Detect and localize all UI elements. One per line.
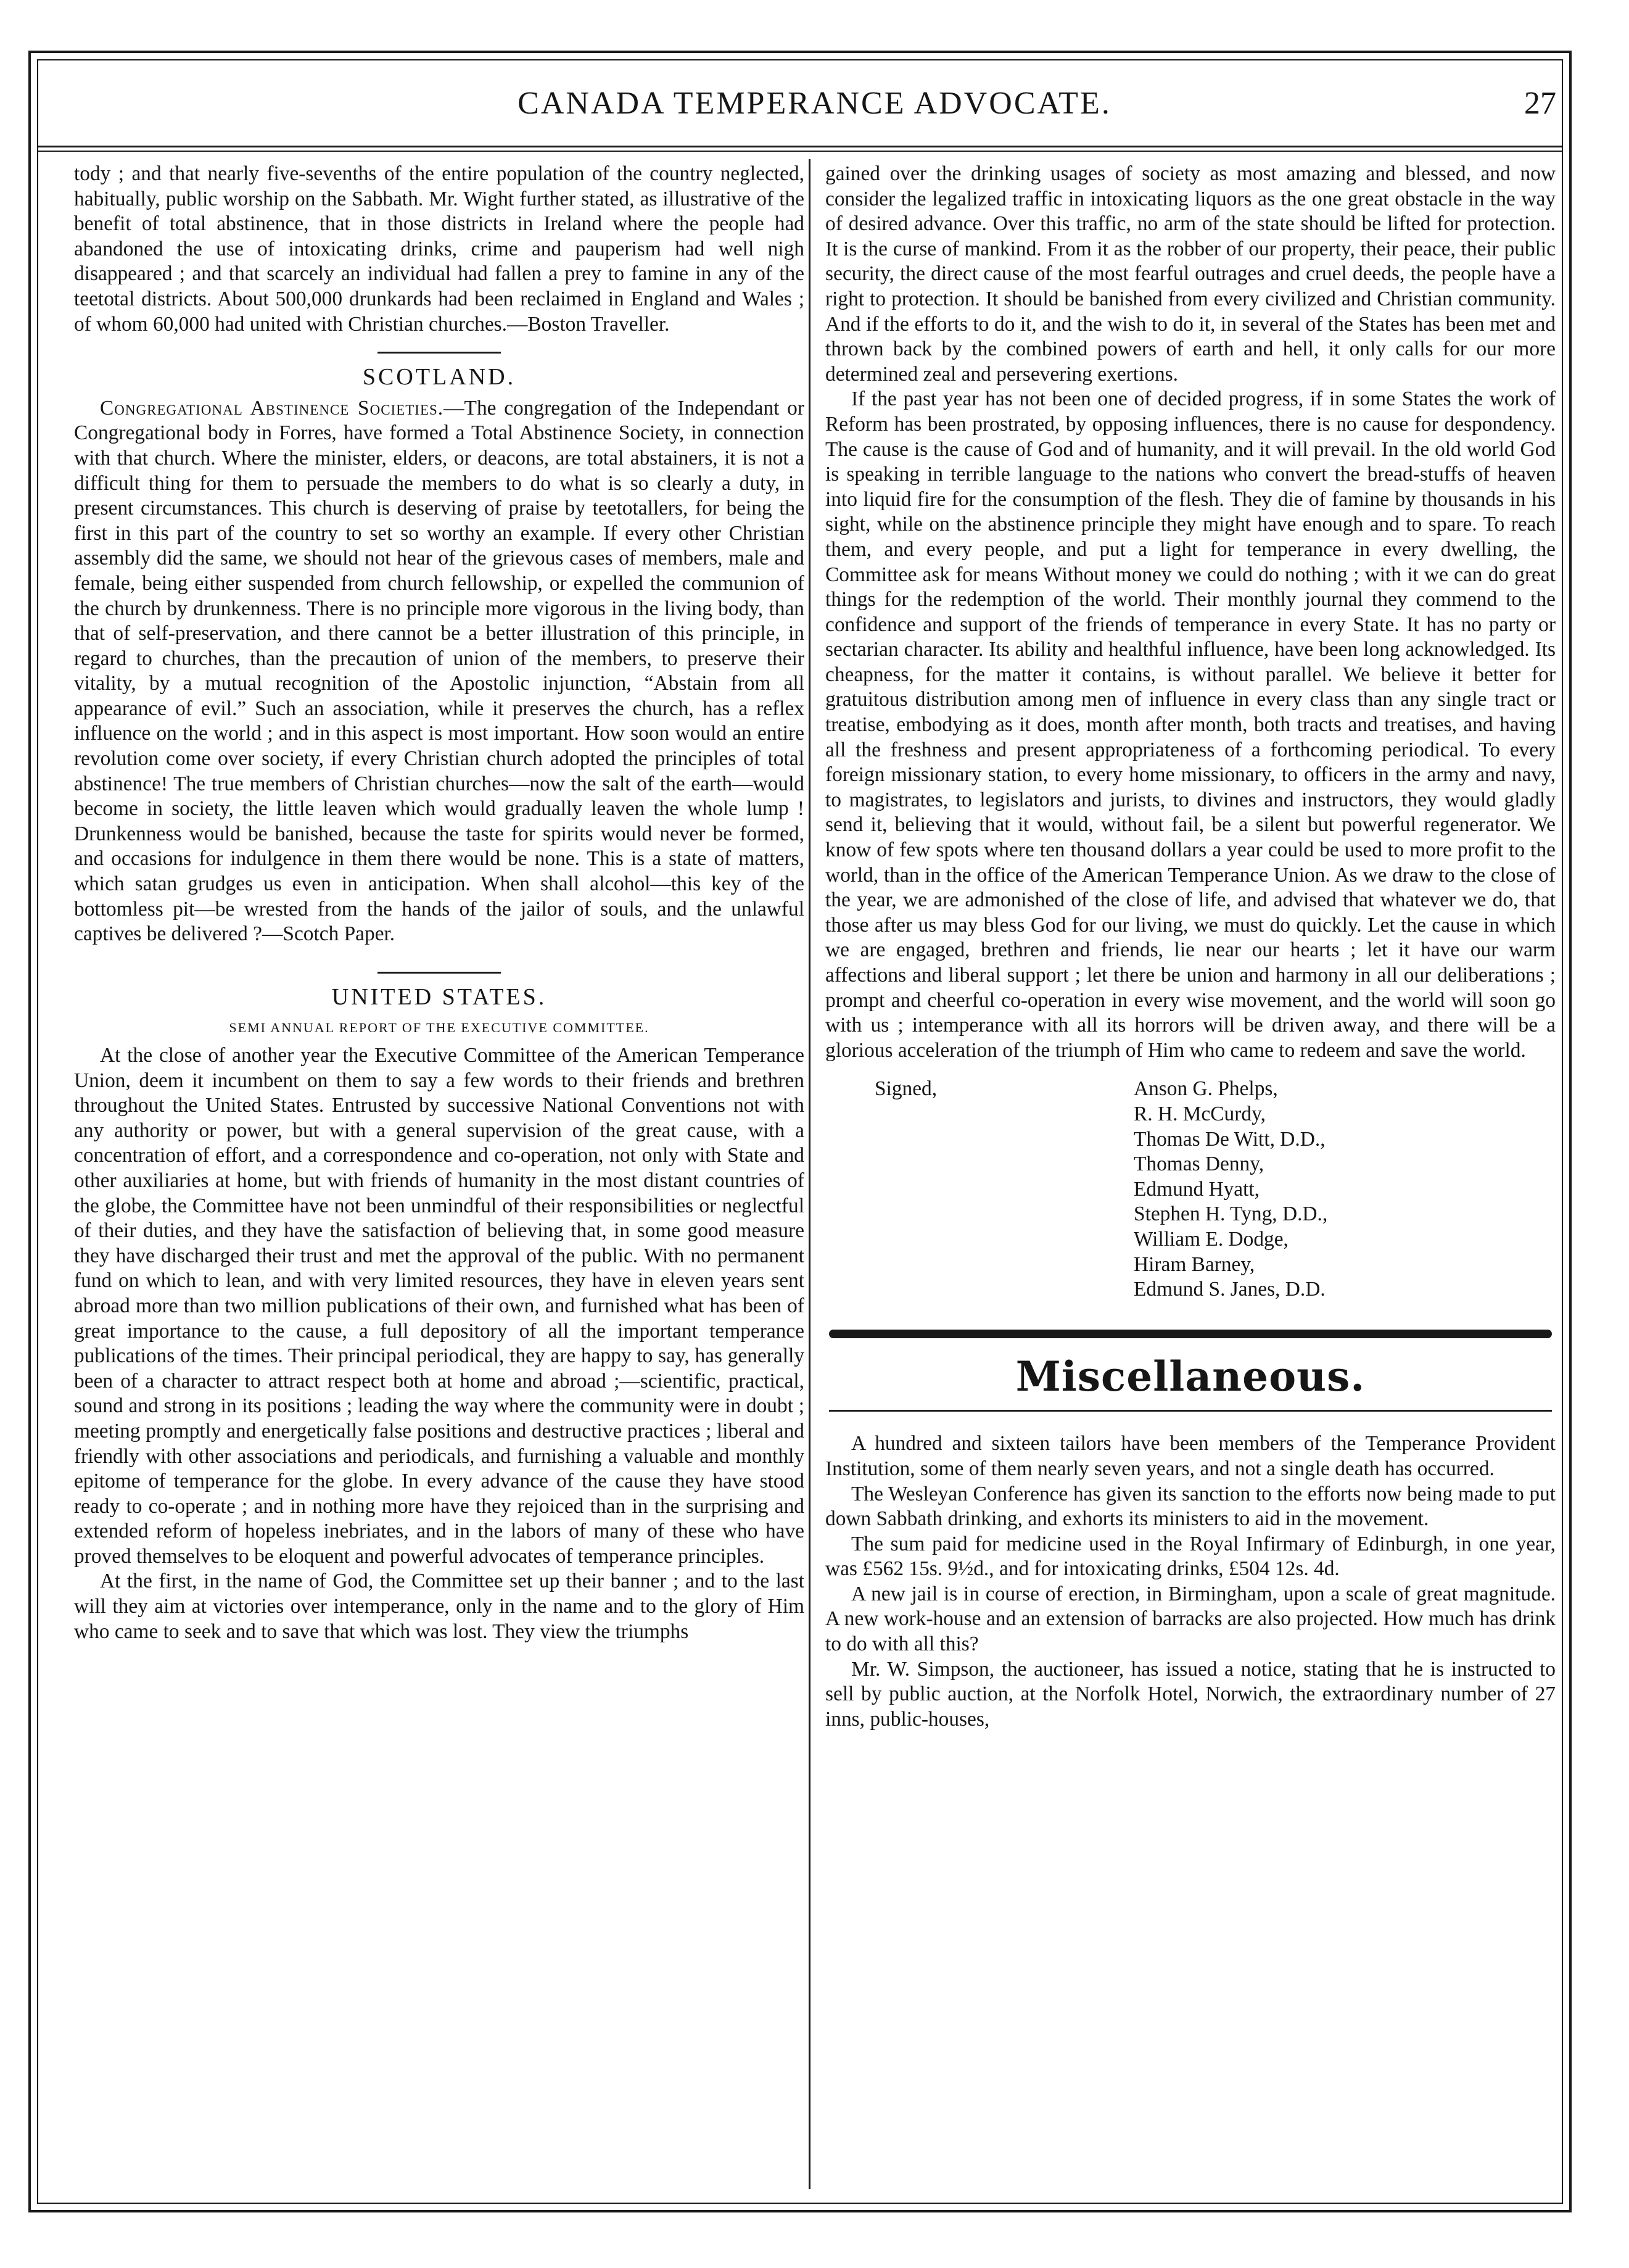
header-rule	[38, 146, 1562, 147]
signature-block	[825, 1077, 1556, 1302]
signatory: Hiram Barney,	[1134, 1252, 1255, 1276]
misc-item: A new jail is in course of erection, in Birmingham, upon a scale of great magnitude. A new work-house and an extension of barracks are also projected. How much has drink to do with all this?	[825, 1582, 1556, 1656]
misc-item: The sum paid for medicine used in the Royal Infirmary of Edinburgh, in one year, was £562 15s. 9½d., and for intoxicating drinks, £504 12s. 4d.	[825, 1532, 1556, 1581]
scotland-article-lead: Congregational Abstinence Societies.	[100, 396, 444, 420]
signatory: Edmund S. Janes, D.D.	[1134, 1278, 1326, 1301]
column-divider	[809, 159, 810, 2189]
section-heading-scotland: SCOTLAND.	[362, 364, 516, 391]
signatory: Thomas De Witt, D.D.,	[1134, 1127, 1326, 1151]
misc-item: A hundred and sixteen tailors have been members of the Temperance Provident Institution, some of them nearly seven years, and not a single death has occurred.	[825, 1432, 1556, 1480]
section-rule	[377, 972, 501, 974]
page-number: 27	[1524, 86, 1556, 121]
misc-item: The Wesleyan Conference has given its sanction to the efforts now being made to put down Sabbath drinking, and exhorts its ministers to aid in the movement.	[825, 1482, 1556, 1531]
signatory: Stephen H. Tyng, D.D.,	[1134, 1202, 1328, 1226]
footer-mark	[38, 2210, 54, 2212]
signatory: Thomas Denny,	[1134, 1153, 1264, 1176]
report-paragraph: At the first, in the name of God, the Committee set up their banner ; and to the last will they aim at victories over intemperance, only in the name and to the glory of Him who came to seek and to save that which was lost. They view the triumphs	[74, 1570, 804, 1643]
report-subheading: SEMI ANNUAL REPORT OF THE EXECUTIVE COMMITTEE.	[229, 1020, 650, 1036]
section-heading-miscellaneous: Miscellaneous.	[1015, 1352, 1366, 1401]
misc-item: Mr. W. Simpson, the auctioneer, has issued a notice, stating that he is instructed to sell by public auction, at the Norfolk Hotel, Norwich, the extraordinary number of 27 inns, public-houses,	[825, 1657, 1556, 1731]
signatory: William E. Dodge,	[1134, 1227, 1289, 1251]
signatory-list	[1134, 1077, 1327, 1302]
signatory: Edmund Hyatt,	[1134, 1177, 1260, 1201]
signed-label: Signed,	[875, 1077, 938, 1101]
header-rule-thin	[38, 151, 1562, 152]
right-column	[825, 162, 1556, 1732]
section-heading-united-states: UNITED STATES.	[331, 983, 547, 1010]
scotland-article-body: —The congregation of the Independant or Congregational body in Forres, have formed a Total Abstinence Society, in connection with that church. Where the minister, elders, or deacons, are total abstainers, it is not a difficult thing for them to persuade the members to do what is so clearly a duty, in present circumstances. This church is deserving of praise by teetotallers, for being the first in this part of the country to set so worthy an example. If every other Christian assembly did the same, we should not hear of the grievous cases of members, male and female, being either suspended from church fellowship, or expelled the communion of the church by drunkenness. There is no principle more vigorous in the living body, than that of self-preservation, and there cannot be a better illustration of this principle, in regard to churches, than the precaution of union of the members, to preserve their vitality, by a mutual recognition of the Apostolic injunction, “Abstain from all appearance of evil.” Such an association, while it preserves the church, has a reflex influence on the world ; and in this aspect is most important. How soon would an entire revolution come over society, if every Christian church adopted the principles of total abstinence! The true members of Christian churches—now the salt of the earth—would become in society, the little leaven which would gradually leaven the whole lump ! Drunkenness would be banished, because the taste for spirits would never be formed, and occasions for indulgence in them there would be none. This is a state of matters, which satan grudges us even in anticipation. When shall alcohol—this key of the bottomless pit—be wrested from the hands of the jailor of souls, and the unlawful captives be delivered ?—Scotch Paper.	[74, 396, 804, 946]
signatory: Anson G. Phelps,	[1134, 1077, 1278, 1101]
report-paragraph: If the past year has not been one of decided progress, if in some States the work of Reform has been prostrated, by opposing influences, there is no cause for despondency. The cause is the cause of God and of humanity, and it will prevail. In the old world God is speaking in terrible language to the nations who convert the bread-stuffs of heaven into liquid fire for the consumption of the flesh. They die of famine by thousands in his sight, while on the abstinence principle they might have enough and to spare. To reach them, and every people, and put a light for temperance in every dwelling, the Committee ask for means Without money we could do nothing ; with it we can do great things for the redemption of the world. Their monthly journal they commend to the confidence and support of the friends of temperance in every State. It has no party or sectarian character. Its ability and healthful influence, have been long acknowledged. Its cheapness, for the matter it contains, is without parallel. We believe it better for gratuitous distribution among men of influence in every class than any single tract or treatise, embodying as it does, month after month, both tracts and treatises, and having all the freshness and present appropriateness of a forthcoming periodical. To every foreign missionary station, to every home missionary, to officers in the army and navy, to magistrates, to legislators and jurists, to divines and instructors, they would gladly send it, believing that it would, without fail, be a silent but powerful regenerator. We know of few spots where ten thousand dollars a year could be used to more profit to the world, than in the office of the American Temperance Union. As we draw to the close of the year, we are admonished of the close of life, and advised that whatever we do, that those after us may bless God for our living, we must do quickly. Let the cause in which we are engaged, brethren and friends, lie near our hearts ; let it have our warm affections and liberal support ; let there be union and harmony in all our deliberations ; prompt and cheerful co-operation in every wise movement, and the world will soon go with us ; intemperance with all its horrors will be driven away, and there will be a glorious acceleration of the triumph of Him who came to redeem and save the world.	[825, 387, 1556, 1062]
signatory: R. H. McCurdy,	[1134, 1102, 1266, 1125]
left-column	[74, 162, 804, 1644]
running-title: CANADA TEMPERANCE ADVOCATE.	[518, 86, 1111, 121]
scotland-article	[74, 396, 804, 947]
thick-rule	[829, 1330, 1552, 1338]
report-paragraph-continued: gained over the drinking usages of society as most amazing and blessed, and now consider the legalized traffic in intoxicating liquors as the one great obstacle in the way of desired advance. Over this traffic, no arm of the state should be lifted for protection. It is the curse of mankind. From it as the robber of our property, their peace, their public security, the direct cause of the most fearful outrages and cruel deeds, the people have a right to protection. It should be banished from every civilized and Christian community. And if the efforts to do it, and the wish to do it, in several of the States has been met and thrown back by the combined powers of earth and hell, it only calls for our more determined zeal and persevering exertions.	[825, 162, 1556, 386]
section-rule	[377, 352, 501, 354]
section-rule	[829, 1410, 1552, 1412]
continued-paragraph: tody ; and that nearly five-sevenths of the entire population of the country neglected, habitually, public worship on the Sabbath. Mr. Wight further stated, as illustrative of the benefit of total abstinence, that in those districts in Ireland where the people had abandoned the use of intoxicating drinks, crime and pauperism had well nigh disappeared ; and that scarcely an individual had fallen a prey to famine in any of the teetotal districts. About 500,000 drunkards had been reclaimed in England and Wales ; of whom 60,000 had united with Christian churches.—Boston Traveller.	[74, 162, 804, 336]
report-paragraph: At the close of another year the Executive Committee of the American Temperance Union, deem it incumbent on them to say a few words to their friends and brethren throughout the United States. Entrusted by successive National Conventions not with any authority or power, but with a general supervision of the great cause, with a concentration of effort, and a correspondence and co-operation, not only with State and other auxiliaries at home, but with friends of humanity in the most distant countries of the globe, the Committee have not been unmindful of their responsibilities or neglectful of their duties, and they have the satisfaction of believing that, in some good measure they have discharged their trust and met the approval of the public. With no permanent fund on which to lean, and with very limited resources, they have in eleven years sent abroad more than two million publications of their own, and furnished what has been of great importance to the cause, a full depository of all the important temperance publications of the times. Their principal periodical, they are happy to say, has generally been of a character to attract respect both at home and abroad ;—scientific, practical, sound and strong in its positions ; leading the way where the community were in doubt ; meeting promptly and energetically false positions and destructive practices ; liberal and friendly with other associations and periodicals, and furnishing a valuable and monthly epitome of temperance for the globe. In every advance of the cause they have stood ready to co-operate ; and in nothing more have they rejoiced than in the surprising and extended reform of hopeless inebriates, and in the labors of many of these who have proved themselves to be eloquent and powerful advocates of temperance principles.	[74, 1044, 804, 1568]
